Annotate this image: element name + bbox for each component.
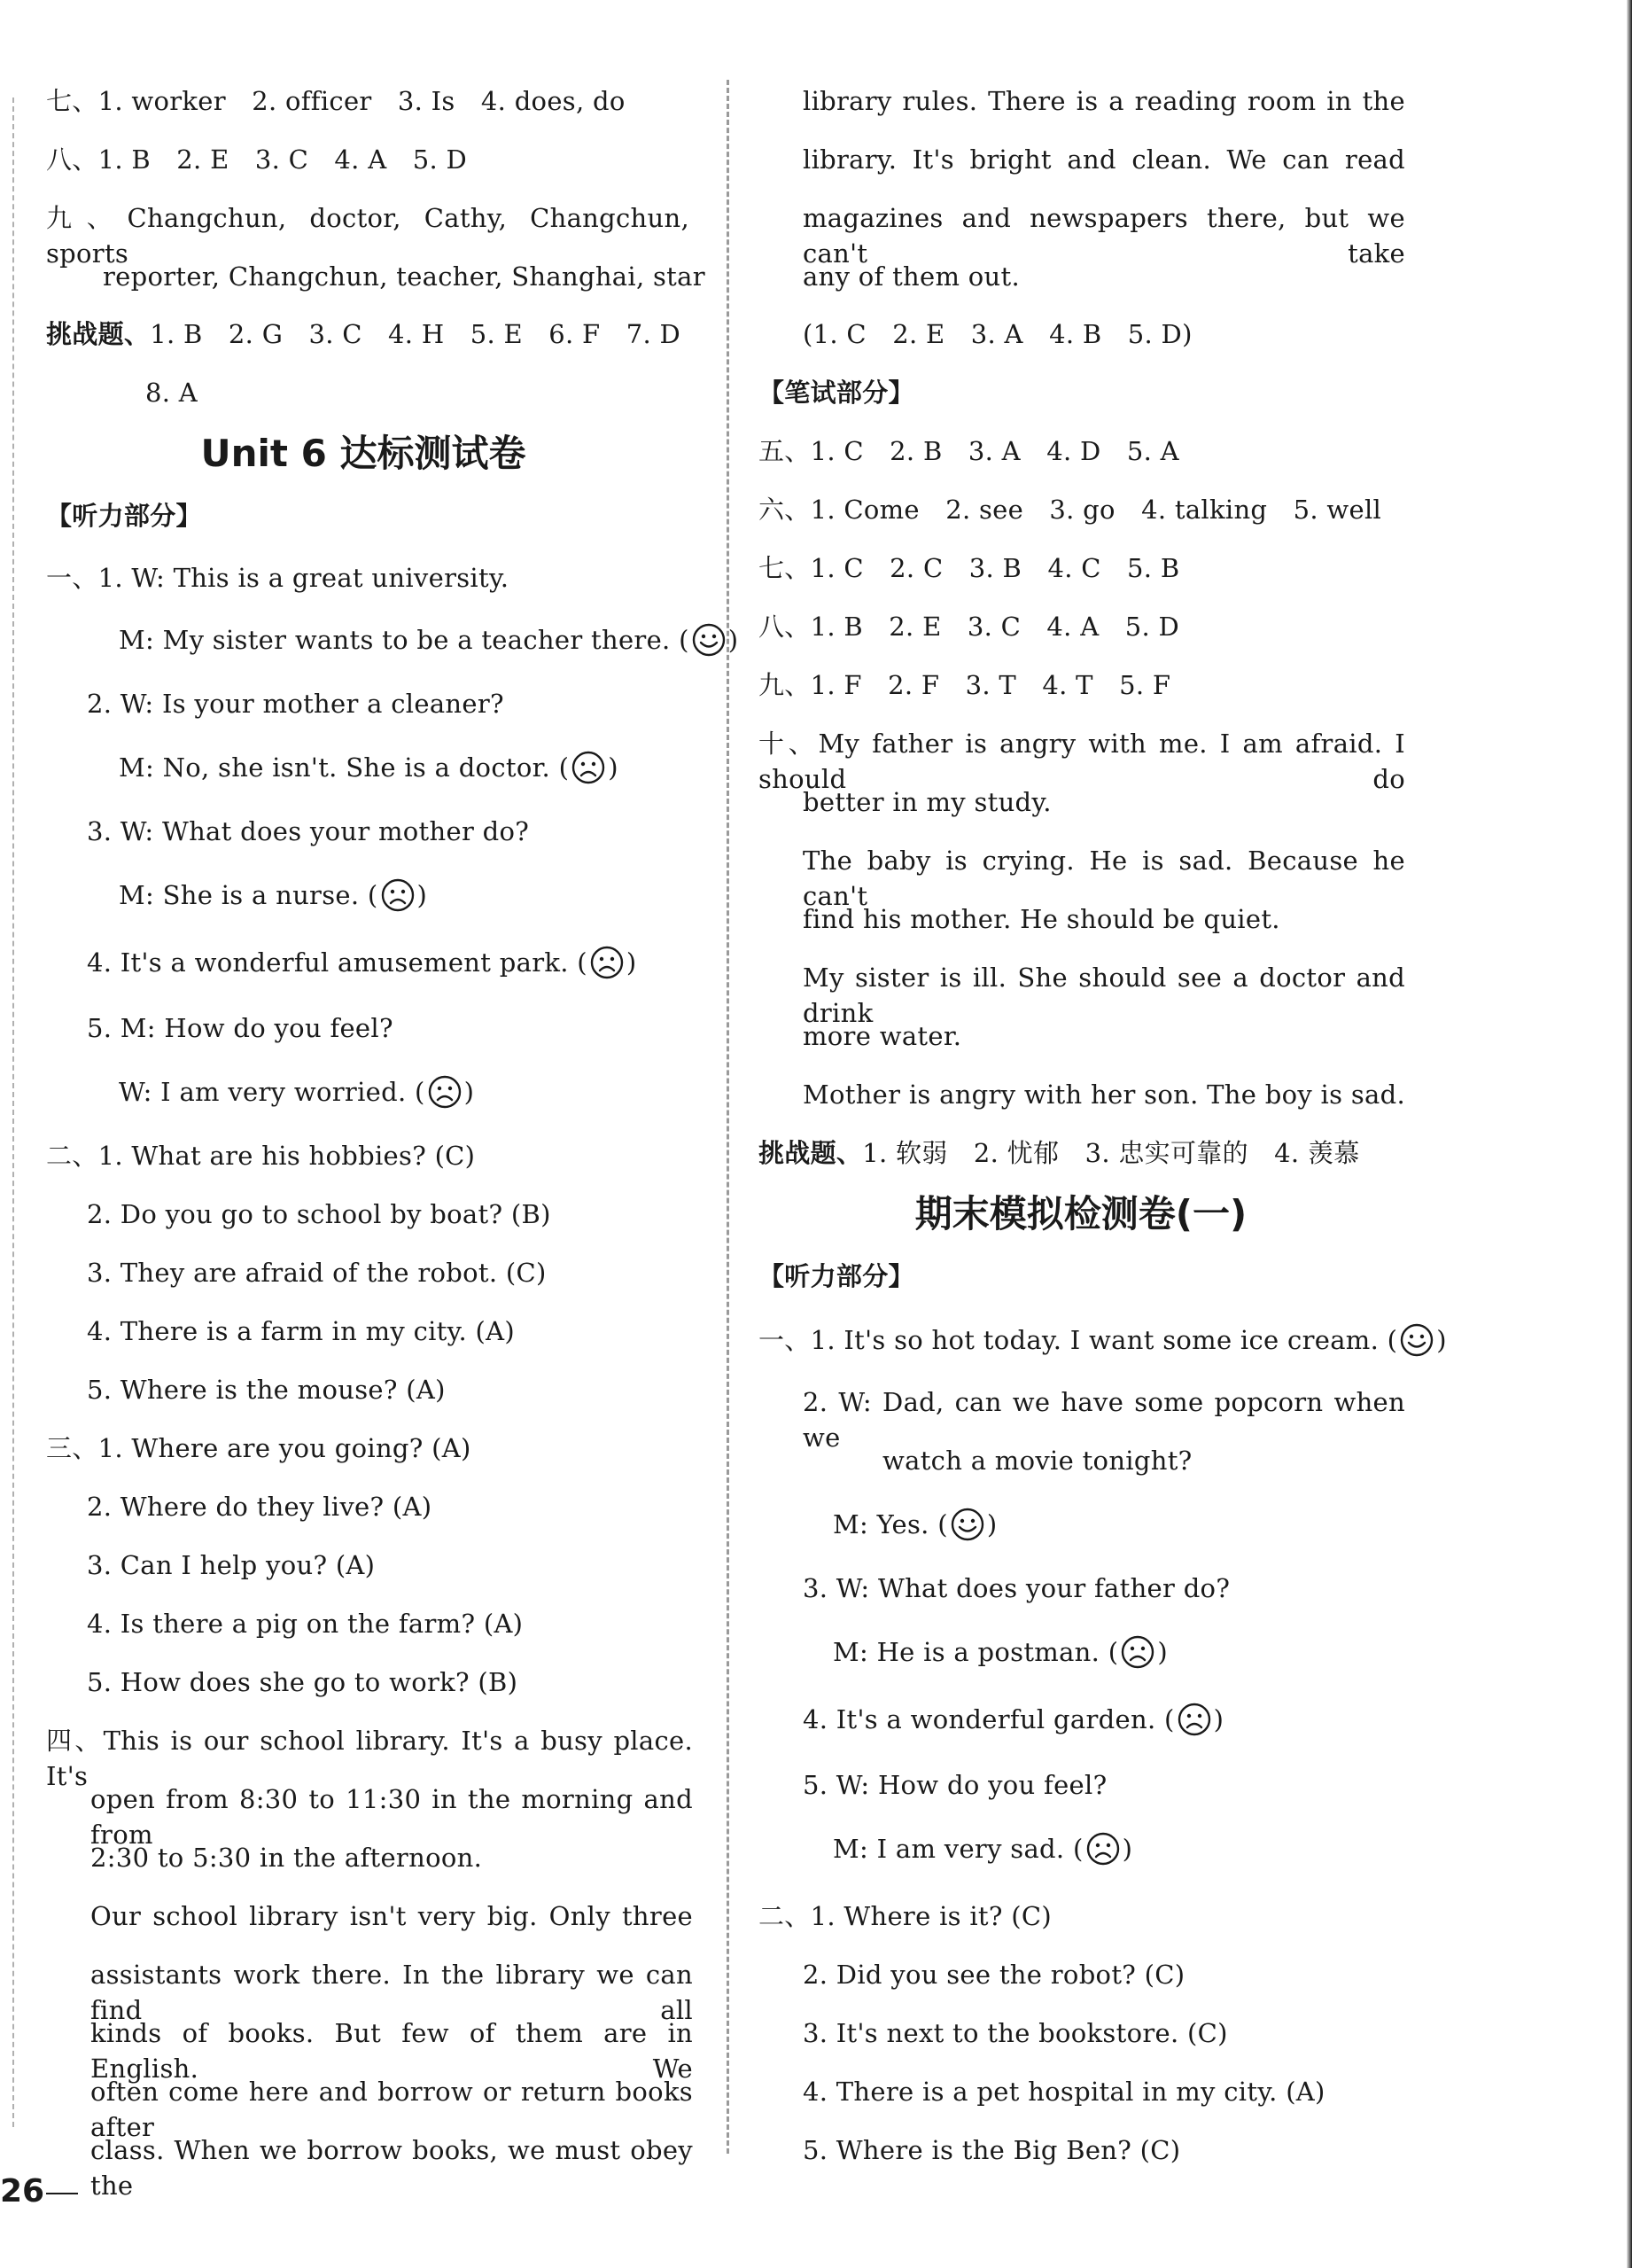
listen-3-3: 3. Can I help you? (A): [87, 1550, 376, 1580]
written-10-line-5: My sister is ill. She should see a doctor and drink: [803, 963, 1405, 1028]
final-listen-2-5: 5. Where is the Big Ben? (C): [803, 2135, 1181, 2165]
sad-face-icon: [1085, 1831, 1121, 1867]
passage-line-8: class. When we borrow books, we must obey the: [90, 2135, 693, 2201]
answer-line-8: 八、1. B 2. E 3. C 4. A 5. D: [46, 144, 468, 175]
written-5: 五、1. C 2. B 3. A 4. D 5. A: [758, 436, 1179, 466]
written-heading: 【笔试部分】: [758, 378, 914, 408]
left-column: [0, 0, 739, 2268]
final-listen-1-3b: [833, 1634, 1168, 1670]
passage-line-2: open from 8:30 to 11:30 in the morning and from: [90, 1784, 693, 1850]
listen-1-5b: [119, 1074, 474, 1110]
listen-1-2b: [119, 750, 618, 785]
final-listen-1-2c: [833, 1507, 997, 1542]
written-10-line-6: more water.: [803, 1021, 962, 1051]
sad-face-icon: [380, 877, 416, 913]
final-listen-1-2a: 2. W: Dad, can we have some popcorn when we: [803, 1387, 1405, 1453]
listening-heading-right: 【听力部分】: [758, 1261, 914, 1291]
listen-text: M: She is a nurse. (: [119, 880, 378, 910]
final-listen-2-3: 3. It's next to the bookstore. (C): [803, 2018, 1228, 2048]
passage-line-12: any of them out.: [803, 261, 1020, 292]
listening-heading: 【听力部分】: [46, 501, 202, 531]
paren: ): [986, 1509, 998, 1539]
written-10-line-4: find his mother. He should be quiet.: [803, 904, 1280, 934]
paren: ): [727, 625, 739, 655]
listen-1-3b: [119, 877, 427, 913]
listen-text: W: I am very worried. (: [119, 1077, 425, 1107]
happy-face-icon: [691, 622, 727, 658]
listen-3-5: 5. How does she go to work? (B): [87, 1667, 518, 1697]
final-listen-2-2: 2. Did you see the robot? (C): [803, 1960, 1185, 1990]
listen-text: M: I am very sad. (: [833, 1834, 1084, 1864]
written-10-line-1: 十、My father is angry with me. I am afraid. I should do: [758, 729, 1405, 794]
listen-3-2: 2. Where do they live? (A): [87, 1492, 432, 1522]
column-divider: [727, 80, 729, 2154]
happy-face-icon: [950, 1507, 985, 1542]
listen-1-1b: [119, 622, 738, 658]
challenge-answers-right: [758, 1135, 1360, 1171]
sad-face-icon: [1120, 1634, 1155, 1670]
listen-2-1: 二、1. What are his hobbies? (C): [46, 1141, 476, 1171]
passage-line-11: magazines and newspapers there, but we can't take: [803, 203, 1405, 269]
listen-3-1: 三、1. Where are you going? (A): [46, 1433, 471, 1463]
listen-text: M: My sister wants to be a teacher there. (: [119, 625, 689, 655]
listen-text: 4. It's a wonderful amusement park. (: [87, 947, 587, 978]
listen-2-5: 5. Where is the mouse? (A): [87, 1375, 446, 1405]
final-listen-2-1: 二、1. Where is it? (C): [758, 1901, 1052, 1931]
paren: ): [416, 880, 428, 910]
passage-answers: (1. C 2. E 3. A 4. B 5. D): [803, 319, 1193, 349]
challenge-answers-cont: 8. A: [145, 378, 198, 408]
paren: ): [608, 752, 618, 783]
written-9: 九、1. F 2. F 3. T 4. T 5. F: [758, 670, 1171, 700]
listen-1-4: [87, 945, 637, 980]
happy-face-icon: [1399, 1322, 1434, 1358]
sad-face-icon: [427, 1074, 463, 1110]
listen-2-3: 3. They are afraid of the robot. (C): [87, 1258, 547, 1288]
listen-text: M: He is a postman. (: [833, 1637, 1119, 1667]
sad-face-icon: [571, 750, 606, 785]
paren: ): [1213, 1704, 1224, 1734]
final-listen-1-2b: watch a movie tonight?: [882, 1446, 1193, 1476]
written-10-line-2: better in my study.: [803, 787, 1052, 817]
listen-1-2a: 2. W: Is your mother a cleaner?: [87, 689, 504, 719]
unit-6-title: Unit 6 达标测试卷: [200, 432, 526, 475]
answer-line-7: 七、1. worker 2. officer 3. Is 4. does, do: [46, 86, 626, 116]
challenge-label: 挑战题、: [46, 319, 151, 349]
paren: ): [626, 947, 637, 978]
passage-line-4: Our school library isn't very big. Only three: [90, 1901, 693, 1931]
passage-line-9: library rules. There is a reading room in the: [803, 86, 1405, 116]
final-listen-1-3a: 3. W: What does your father do?: [803, 1573, 1231, 1603]
sad-face-icon: [1177, 1702, 1212, 1737]
final-listen-2-4: 4. There is a pet hospital in my city. (A): [803, 2077, 1325, 2107]
written-10-line-3: The baby is crying. He is sad. Because he can't: [803, 846, 1405, 911]
listen-2-2: 2. Do you go to school by boat? (B): [87, 1199, 551, 1229]
listen-3-4: 4. Is there a pig on the farm? (A): [87, 1609, 524, 1639]
passage-line-3: 2:30 to 5:30 in the afternoon.: [90, 1843, 483, 1873]
page-number: 26: [0, 2173, 45, 2210]
sad-face-icon: [589, 945, 625, 980]
challenge-answers: [46, 316, 680, 352]
passage-line-5: assistants work there. In the library we can find all: [90, 1960, 693, 2025]
passage-line-7: often come here and borrow or return books after: [90, 2077, 693, 2142]
final-listen-1-5a: 5. W: How do you feel?: [803, 1770, 1108, 1800]
challenge-items: 1. 软弱 2. 忧郁 3. 忠实可靠的 4. 羡慕: [862, 1138, 1360, 1168]
answer-line-9-cont: reporter, Changchun, teacher, Shanghai, star: [103, 261, 705, 292]
listen-text: 一、1. It's so hot today. I want some ice cream. (: [758, 1325, 1398, 1355]
listen-1-3a: 3. W: What does your mother do?: [87, 816, 530, 846]
passage-line-1: 四、This is our school library. It's a busy place. It's: [46, 1726, 693, 1791]
page-number-dash: [46, 2193, 78, 2194]
final-listen-1-4: [803, 1702, 1224, 1737]
written-8: 八、1. B 2. E 3. C 4. A 5. D: [758, 612, 1180, 642]
final-listen-1-1: [758, 1322, 1447, 1358]
passage-line-6: kinds of books. But few of them are in English. We: [90, 2018, 693, 2084]
final-listen-1-5b: [833, 1831, 1132, 1867]
challenge-label: 挑战题、: [758, 1138, 863, 1168]
written-10-line-7: Mother is angry with her son. The boy is sad.: [803, 1079, 1405, 1110]
written-6: 六、1. Come 2. see 3. go 4. talking 5. well: [758, 495, 1382, 525]
answer-line-9: 九、Changchun, doctor, Cathy, Changchun, sports: [46, 203, 689, 269]
right-column: [744, 0, 1648, 2268]
listen-text: M: Yes. (: [833, 1509, 948, 1539]
paren: ): [1122, 1834, 1133, 1864]
listen-1-5a: 5. M: How do you feel?: [87, 1013, 393, 1043]
paren: ): [463, 1077, 475, 1107]
listen-1-1a: 一、1. W: This is a great university.: [46, 563, 509, 593]
final-exam-title: 期末模拟检测卷(一): [914, 1192, 1248, 1235]
challenge-items: 1. B 2. G 3. C 4. H 5. E 6. F 7. D: [150, 319, 681, 349]
listen-2-4: 4. There is a farm in my city. (A): [87, 1316, 515, 1346]
paren: ): [1436, 1325, 1447, 1355]
passage-line-10: library. It's bright and clean. We can read: [803, 144, 1405, 175]
paren: ): [1157, 1637, 1168, 1667]
listen-text: M: No, she isn't. She is a doctor. (: [119, 752, 570, 783]
listen-text: 4. It's a wonderful garden. (: [803, 1704, 1175, 1734]
written-7: 七、1. C 2. C 3. B 4. C 5. B: [758, 553, 1180, 583]
